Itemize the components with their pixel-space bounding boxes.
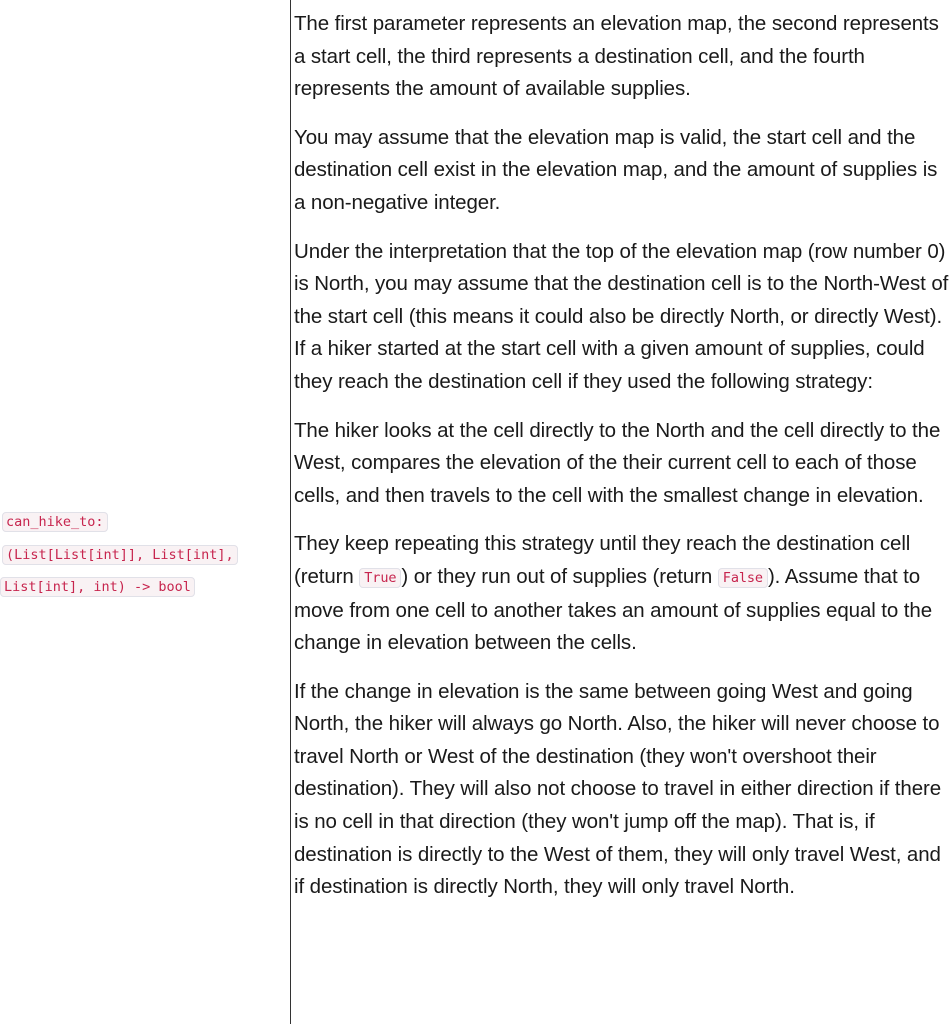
description-paragraph-5-part-c: ). Assume that to move from one cell to another takes an amount of supplies equal to the change in elevation between the cells.: [294, 564, 932, 655]
function-name: [2, 510, 108, 534]
description-paragraph-5: [294, 528, 949, 659]
function-type-line-2: [0, 575, 195, 599]
description-paragraph-4: The hiker looks at the cell directly to the North and the cell directly to the West, compares the elevation of the their current cell to each of those cells, and then travels to the cell with the smallest change in elevation.: [294, 418, 941, 507]
function-type-code-1: (List[List[int]], List[int],: [2, 545, 238, 565]
return-false-code: False: [718, 568, 768, 588]
description-paragraph-6: If the change in elevation is the same between going West and going North, the hiker will always go North. Also, the hiker will never choose to travel North or West of the destination (they won't overshoot their destination). They will also not choose to travel in either direction if there is no cell in that direction (they won't jump off the map). That is, if destination is directly to the West of them, they will only travel West, and if destination is directly North, they will only travel North.: [294, 679, 942, 899]
description-paragraph-1: The first parameter represents an elevation map, the second represents a start cell, the third represents a destination cell, and the fourth represents the amount of available supplies.: [294, 12, 939, 101]
function-description: [294, 8, 949, 920]
return-true-code: True: [359, 568, 401, 588]
function-type-line-1: [2, 543, 238, 567]
function-signature-column: [0, 0, 290, 1024]
description-paragraph-5-part-a: They keep repeating this strategy until they reach the destination cell (return: [294, 532, 911, 588]
function-type-code-2: List[int], int) -> bool: [0, 577, 195, 597]
column-divider: [290, 0, 291, 1024]
description-paragraph-5-part-b: ) or they run out of supplies (return: [401, 564, 718, 588]
description-paragraph-2: You may assume that the elevation map is valid, the start cell and the destination cell exist in the elevation map, and the amount of supplies is a non-negative integer.: [294, 125, 938, 214]
function-name-code: can_hike_to:: [2, 512, 108, 532]
description-paragraph-3: Under the interpretation that the top of the elevation map (row number 0) is North, you may assume that the destination cell is to the North-West of the start cell (this means it could also be directly North, or directly West). If a hiker started at the start cell with a given amount of supplies, could they reach the destination cell if they used the following strategy:: [294, 239, 949, 393]
